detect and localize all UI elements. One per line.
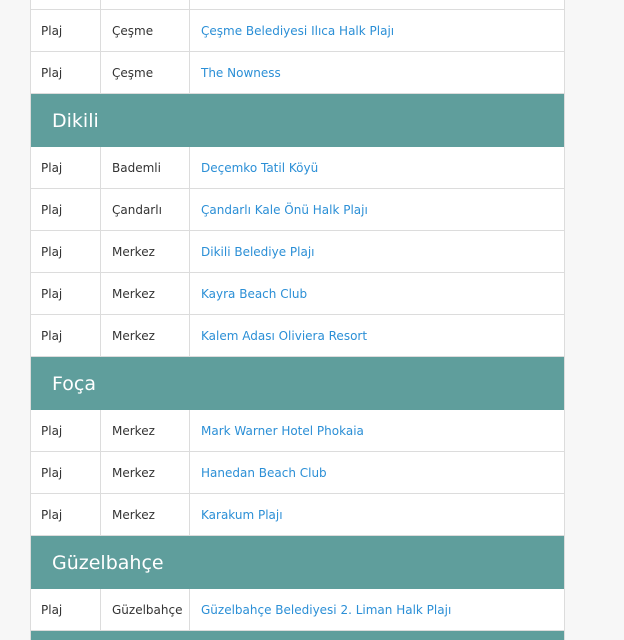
type-cell: Plaj — [31, 452, 101, 493]
beach-link[interactable]: Çandarlı Kale Önü Halk Plajı — [201, 202, 368, 217]
area-cell: Çeşme — [101, 10, 190, 51]
beach-link[interactable]: The Nowness — [201, 65, 281, 80]
table-row — [31, 10, 564, 52]
section-header-dikili: Dikili — [31, 94, 564, 147]
area-cell: Merkez — [101, 273, 190, 314]
table-row — [31, 589, 564, 631]
table-row — [31, 452, 564, 494]
area-cell: Merkez — [101, 452, 190, 493]
type-cell: Plaj — [31, 410, 101, 451]
type-cell: Plaj — [31, 231, 101, 272]
table-row — [31, 410, 564, 452]
type-cell: Plaj — [31, 147, 101, 188]
area-cell: Merkez — [101, 231, 190, 272]
area-cell: Çeşme — [101, 52, 190, 93]
type-cell: Plaj — [31, 315, 101, 356]
type-cell: Plaj — [31, 589, 101, 630]
type-cell: Plaj — [31, 494, 101, 535]
section-header-guzelbahce: Güzelbahçe — [31, 536, 564, 589]
type-cell: Plaj — [31, 10, 101, 51]
next-section-header — [31, 631, 564, 640]
table-row — [31, 315, 564, 357]
table-row — [31, 0, 564, 10]
area-cell: Çandarlı — [101, 189, 190, 230]
type-cell: Plaj — [31, 52, 101, 93]
beach-link[interactable] — [190, 0, 564, 9]
beach-link[interactable]: Dikili Belediye Plajı — [201, 244, 315, 259]
table-row — [31, 52, 564, 94]
beach-link[interactable]: Mark Warner Hotel Phokaia — [201, 423, 364, 438]
table-row — [31, 273, 564, 315]
table-row — [31, 147, 564, 189]
beach-table — [30, 0, 565, 640]
section-header-foca: Foça — [31, 357, 564, 410]
beach-link[interactable]: Deçemko Tatil Köyü — [201, 160, 319, 175]
area-cell: Merkez — [101, 315, 190, 356]
area-cell: Merkez — [101, 494, 190, 535]
area-cell: Merkez — [101, 410, 190, 451]
beach-link[interactable]: Hanedan Beach Club — [201, 465, 327, 480]
type-cell — [31, 0, 101, 9]
beach-link[interactable]: Karakum Plajı — [201, 507, 283, 522]
area-cell: Bademli — [101, 147, 190, 188]
table-row — [31, 494, 564, 536]
table-row — [31, 231, 564, 273]
beach-link[interactable]: Çeşme Belediyesi Ilıca Halk Plajı — [201, 23, 395, 38]
area-cell — [101, 0, 190, 9]
type-cell: Plaj — [31, 189, 101, 230]
table-row — [31, 189, 564, 231]
type-cell: Plaj — [31, 273, 101, 314]
beach-link[interactable]: Kalem Adası Oliviera Resort — [201, 328, 368, 343]
beach-link[interactable]: Güzelbahçe Belediyesi 2. Liman Halk Plajı — [201, 602, 452, 617]
area-cell: Güzelbahçe — [101, 589, 190, 630]
beach-link[interactable]: Kayra Beach Club — [201, 286, 308, 301]
